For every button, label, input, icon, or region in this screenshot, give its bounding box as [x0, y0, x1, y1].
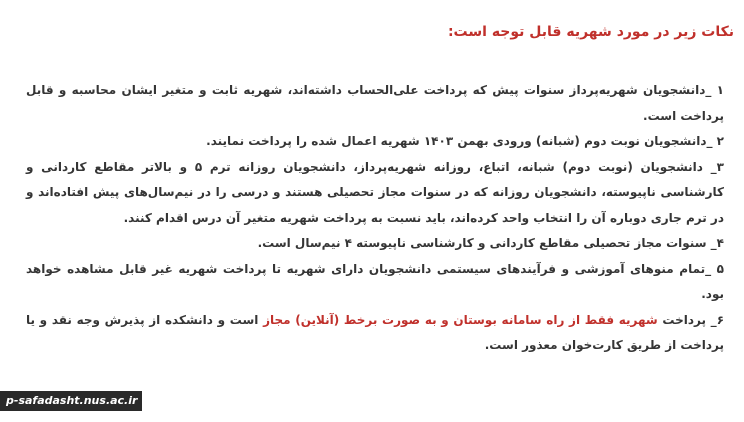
notice-item-6-suffix: است و دانشکده از پذیرش وجه نقد و یا پرداخت از طریق کارت‌خوان معذور است.: [26, 312, 724, 352]
notice-item-6-highlight: شهریه فقط از راه سامانه بوستان و به صورت برخط (آنلاین) مجاز: [263, 312, 658, 327]
notice-item-6: [26, 308, 724, 359]
notice-item-5: ۵ _تمام منوهای آموزشی و فرآیندهای سیستمی دانشجویان دارای شهریه تا پرداخت شهریه غیر قابل مشاهده خواهد بود.: [26, 261, 724, 301]
notice-item-1: ۱ _دانشجویان شهریه‌پرداز سنوات پیش که پرداخت علی‌الحساب داشته‌اند، شهریه ثابت و متغیر ایشان محاسبه و قابل پرداخت است.: [26, 83, 724, 123]
notice-item-2: ۲ _دانشجویان نوبت دوم (شبانه) ورودی بهمن ۱۴۰۳ شهریه اعمال شده را پرداخت نمایند.: [206, 134, 724, 148]
notice-body: [26, 78, 724, 359]
notice-title: نکات زیر در مورد شهریه قابل توجه است:: [447, 24, 734, 40]
site-watermark: p-safadasht.nus.ac.ir: [0, 391, 142, 411]
notice-item-6-prefix: ۶_ پرداخت: [657, 312, 725, 327]
notice-item-4: ۴_ سنوات مجاز تحصیلی مقاطع کاردانی و کارشناسی ناپیوسته ۴ نیم‌سال است.: [257, 236, 724, 250]
notice-item-3: ۳_ دانشجویان (نوبت دوم) شبانه، اتباع، روزانه شهریه‌پرداز، دانشجویان روزانه ترم ۵ و بالاتر مقاطع کاردانی و کارشناسی ناپیوسته، دانشجویان روزانه که در سنوات مجاز تحصیلی هستند و درسی را در نیم‌سال‌های پیش افتاده‌اند و در ترم جاری دوباره آن را انتخاب واحد کرده‌اند، باید نسبت به پرداخت شهریه متغیر آن درس اقدام کنند.: [26, 159, 724, 225]
